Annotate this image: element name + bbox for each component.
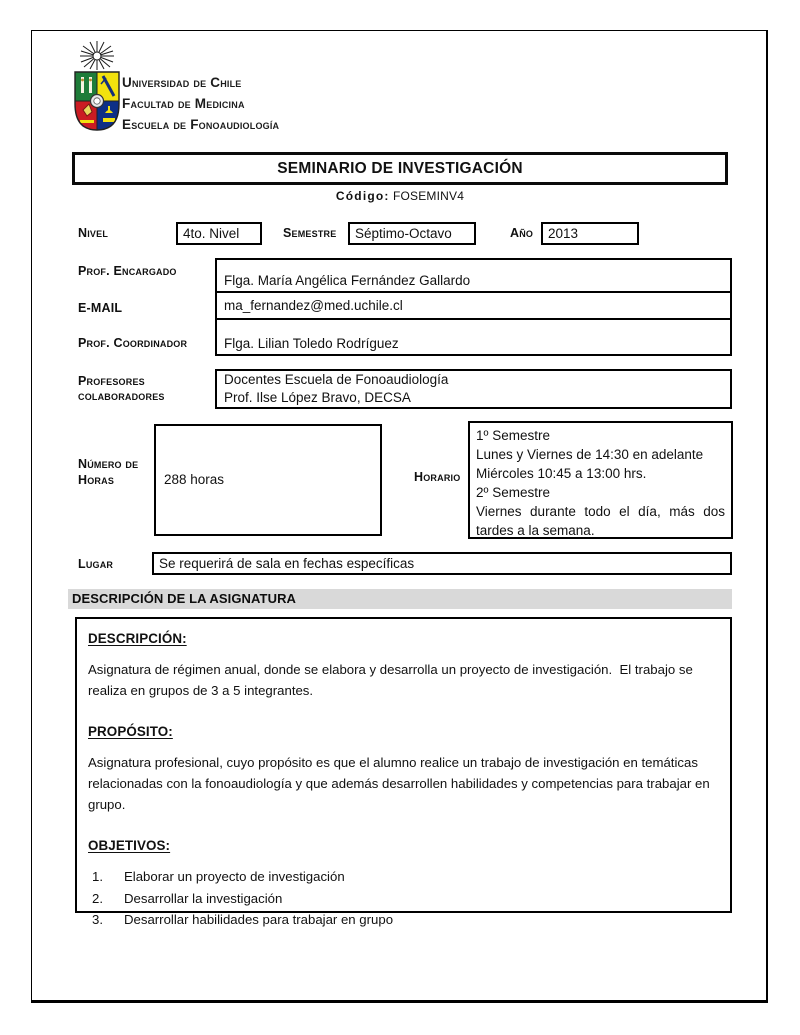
semestre-label: Semestre <box>283 226 337 240</box>
colaboradores-line2: Prof. Ilse López Bravo, DECSA <box>224 390 411 405</box>
course-code-line <box>72 189 728 203</box>
profesores-colaboradores-label-line2: colaboradores <box>78 389 165 403</box>
horas-value: 288 horas <box>164 472 225 487</box>
course-code-label: Código: <box>335 189 390 203</box>
descripcion-paragraph: Asignatura de régimen anual, donde se elabora y desarrolla un proyecto de investigación. El trabajo se realiza en grupos de 3 a 5 integrantes. <box>88 662 697 698</box>
proposito-heading: PROPÓSITO: <box>88 724 173 739</box>
numero-de-horas-box <box>154 424 382 536</box>
staff-table <box>215 258 732 356</box>
numero-de-horas-label-line1: Número de <box>78 457 139 471</box>
document-title: SEMINARIO DE INVESTIGACIÓN <box>277 159 523 177</box>
proposito-paragraph: Asignatura profesional, cuyo propósito es que el alumno realice un trabajo de investigación en temáticas relacionadas con la fonoaudiología y que además desarrollen habilidades y competencias para trabajar en grupo. <box>88 755 714 812</box>
institution-name-block <box>122 72 279 135</box>
nivel-value-box <box>176 222 262 245</box>
horario-label: Horario <box>414 470 461 484</box>
objetivo-item: Elaborar un proyecto de investigación <box>124 869 345 884</box>
university-crest-icon <box>70 40 124 134</box>
objetivo-item: Desarrollar la investigación <box>124 890 283 906</box>
email-row <box>217 291 730 318</box>
prof-encargado-row <box>217 260 730 291</box>
document-title-box <box>72 152 728 185</box>
colaboradores-line1: Docentes Escuela de Fonoaudiología <box>224 371 449 387</box>
anio-label: Año <box>510 226 534 240</box>
prof-encargado-value: Flga. María Angélica Fernández Gallardo <box>224 273 471 288</box>
horario-line: 2º Semestre <box>476 485 550 500</box>
semestre-value: Séptimo-Octavo <box>355 226 452 241</box>
prof-coordinador-value: Flga. Lilian Toledo Rodríguez <box>224 336 399 351</box>
objetivo-item: Desarrollar habilidades para trabajar en grupo <box>124 912 394 927</box>
profesores-colaboradores-label <box>78 374 165 404</box>
prof-coordinador-label: Prof. Coordinador <box>78 336 188 350</box>
anio-value-box <box>541 222 639 245</box>
horario-line: Miércoles 10:45 a 13:00 hrs. <box>476 466 647 481</box>
descripcion-asignatura-box <box>75 617 732 927</box>
email-value: ma_fernandez@med.uchile.cl <box>224 298 403 313</box>
institution-line-school: Escuela de Fonoaudiología <box>122 117 280 132</box>
lugar-label: Lugar <box>78 557 114 571</box>
horario-line: tardes a la semana. <box>476 523 595 538</box>
horario-line: Viernes durante todo el día, más dos <box>476 504 725 519</box>
horario-box <box>468 421 733 539</box>
objetivos-heading: OBJETIVOS: <box>88 838 171 853</box>
email-label: E-MAIL <box>78 301 123 315</box>
prof-encargado-label: Prof. Encargado <box>78 264 177 278</box>
nivel-label: Nivel <box>78 226 109 240</box>
prof-coordinador-row <box>217 318 730 354</box>
lugar-value-box <box>152 552 732 575</box>
semestre-value-box <box>348 222 476 245</box>
course-code-value: FOSEMINV4 <box>392 189 465 203</box>
nivel-value: 4to. Nivel <box>183 226 240 241</box>
horario-line: 1º Semestre <box>476 428 550 443</box>
profesores-colaboradores-box <box>215 369 732 409</box>
lugar-value: Se requerirá de sala en fechas específicas <box>159 556 415 571</box>
descripcion-heading: DESCRIPCIÓN: <box>88 631 187 646</box>
profesores-colaboradores-label-line1: Profesores <box>78 374 145 388</box>
horario-line: Lunes y Viernes de 14:30 en adelante <box>476 447 704 462</box>
anio-value: 2013 <box>548 226 579 241</box>
objetivos-list <box>88 866 716 931</box>
numero-de-horas-label-line2: Horas <box>78 473 115 487</box>
institution-line-university: Universidad de Chile <box>122 75 242 90</box>
descripcion-asignatura-section-bar: DESCRIPCIÓN DE LA ASIGNATURA <box>68 589 732 609</box>
institution-line-faculty: Facultad de Medicina <box>122 96 245 111</box>
numero-de-horas-label <box>78 456 138 488</box>
